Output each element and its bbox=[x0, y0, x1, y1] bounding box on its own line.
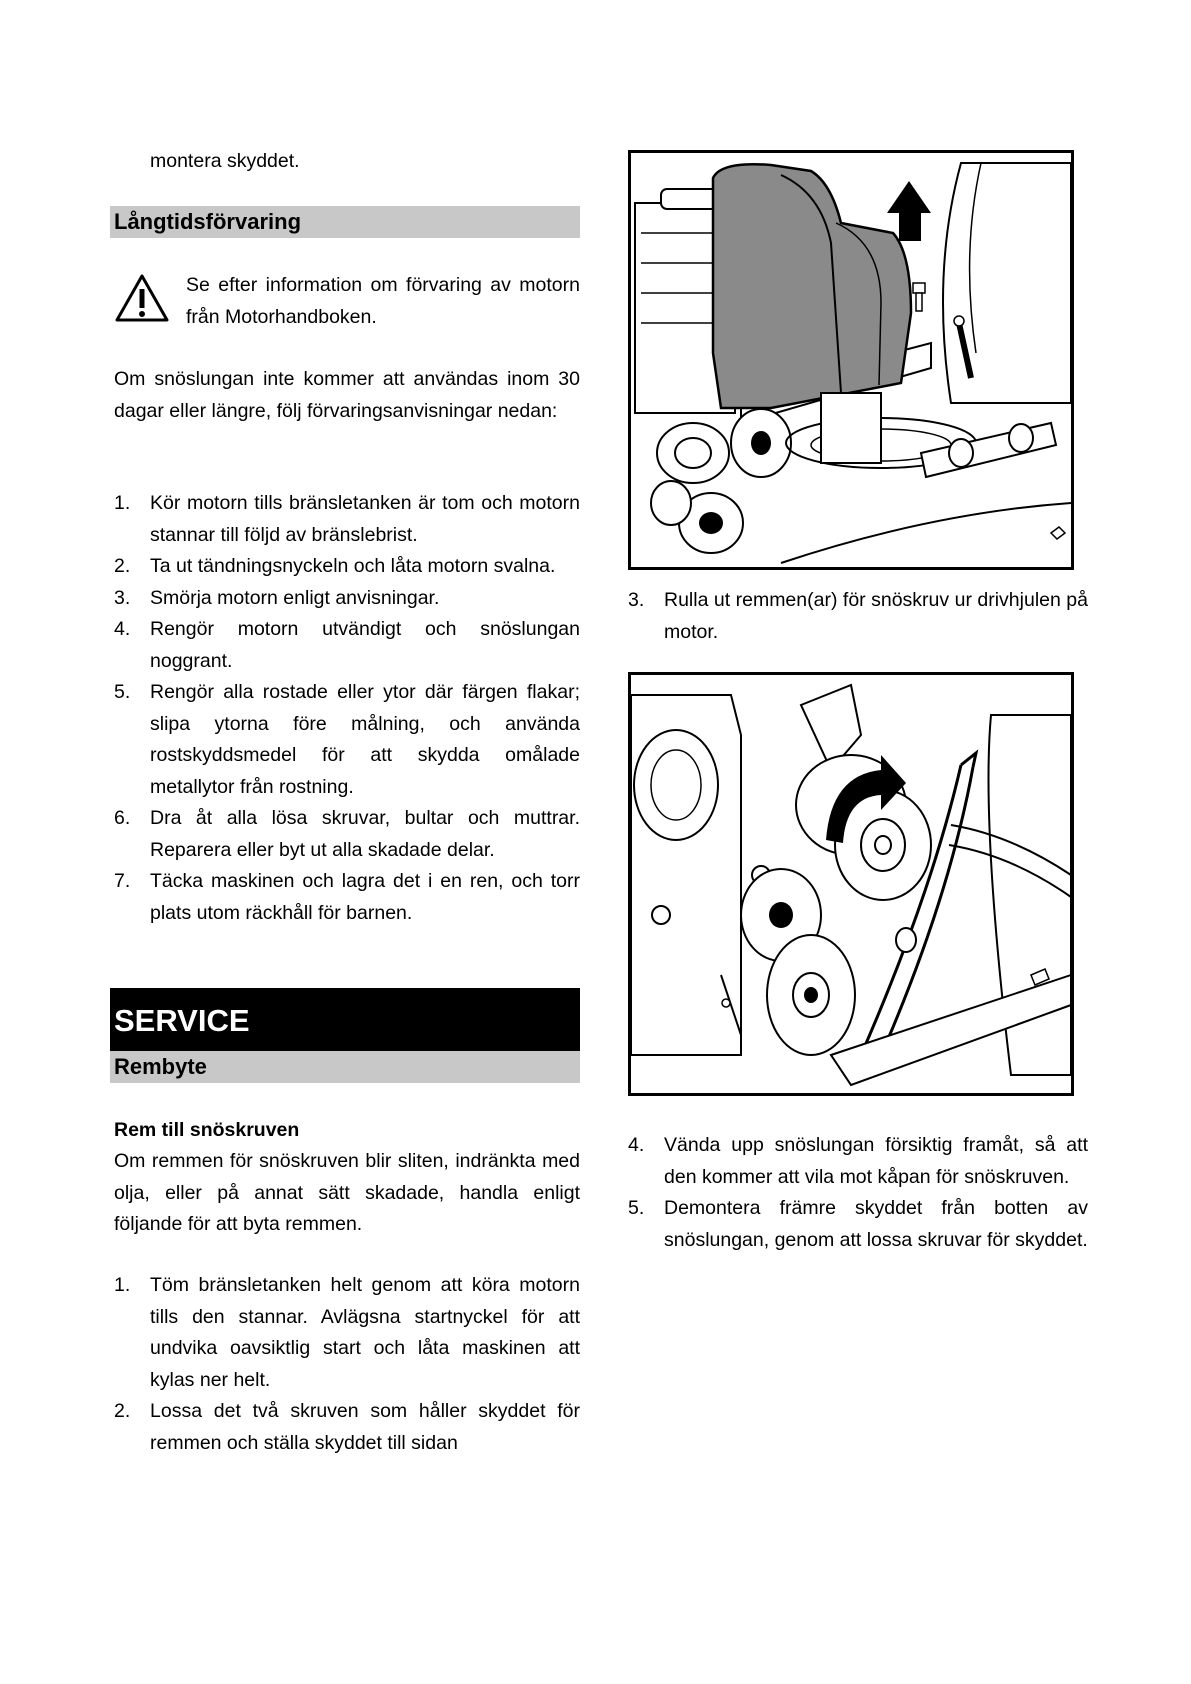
list-item: 4. Rengör motorn utvändigt och snöslungan noggrant. bbox=[114, 618, 580, 672]
belt-removal-drawing bbox=[631, 675, 1071, 1093]
warning-text: Se efter information om förvaring av motorn från Motorhandboken. bbox=[186, 274, 580, 328]
belt-removal-figure bbox=[628, 672, 1074, 1096]
belt-steps bbox=[114, 1270, 580, 1459]
belt-guard-drawing bbox=[631, 153, 1071, 567]
service-heading: SERVICE bbox=[110, 988, 580, 1051]
storage-intro: Om snöslungan inte kommer att användas inom 30 dagar eller längre, följ förvaringsanvisningar nedan: bbox=[114, 368, 580, 422]
list-item: 7. Täcka maskinen och lagra det i en ren, och torr plats utom räckhåll för barnen. bbox=[114, 870, 580, 924]
list-item: 2. Lossa det två skruven som håller skyddet för remmen och ställa skyddet till sidan bbox=[114, 1400, 580, 1454]
belt-replacement-heading: Rembyte bbox=[110, 1051, 580, 1083]
list-item: 3. Rulla ut remmen(ar) för snöskruv ur drivhjulen på motor. bbox=[628, 589, 1088, 643]
right-steps-b bbox=[628, 1130, 1088, 1256]
storage-heading: Långtidsförvaring bbox=[110, 206, 580, 238]
auger-belt-intro: Om remmen för snöskruven blir sliten, indränkta med olja, eller på annat sätt skadade, handla enligt följande för att byta remmen. bbox=[114, 1150, 580, 1235]
list-item: 2. Ta ut tändningsnyckeln och låta motorn svalna. bbox=[114, 555, 556, 577]
list-item: 5. Demontera främre skyddet från botten av snöslungan, genom att lossa skruvar för skyddet. bbox=[628, 1197, 1088, 1251]
list-item: 5. Rengör alla rostade eller ytor där färgen flakar; slipa ytorna före målning, och använda rostskyddsmedel för att skydda omålade metallytor från rostning. bbox=[114, 681, 580, 798]
auger-belt-title: Rem till snöskruven bbox=[114, 1119, 300, 1141]
storage-steps bbox=[114, 488, 580, 929]
list-item: 1. Kör motorn tills bränsletanken är tom och motorn stannar till följd av bränslebrist. bbox=[114, 492, 580, 546]
continued-text: montera skyddet. bbox=[150, 150, 300, 172]
right-steps-a bbox=[628, 585, 1088, 648]
list-item: 6. Dra åt alla lösa skruvar, bultar och muttrar. Reparera eller byt ut alla skadade delar. bbox=[114, 807, 580, 861]
list-item: 1. Töm bränsletanken helt genom att köra motorn tills den stannar. Avlägsna startnyckel för att undvika oavsiktlig start och låta maskinen att kylas ner helt. bbox=[114, 1274, 580, 1391]
warning-triangle-icon bbox=[114, 272, 170, 324]
bolt-icon bbox=[913, 283, 925, 311]
list-item: 4. Vända upp snöslungan försiktig framåt, så att den kommer att vila mot kåpan för snöskruven. bbox=[628, 1134, 1088, 1188]
belt-guard-figure bbox=[628, 150, 1074, 570]
list-item: 3. Smörja motorn enligt anvisningar. bbox=[114, 586, 440, 609]
belt-guard-shape bbox=[713, 164, 911, 408]
